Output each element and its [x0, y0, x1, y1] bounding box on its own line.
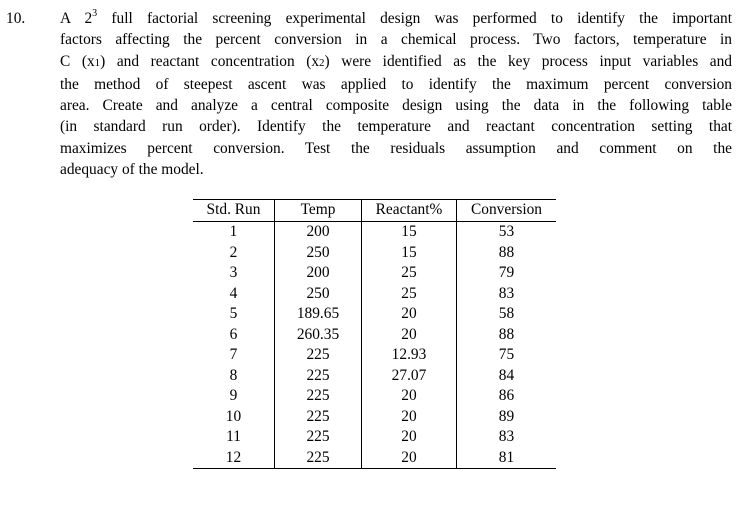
cell-temp: 189.65 [275, 304, 362, 325]
cell-reactant: 20 [362, 448, 457, 469]
table-row [193, 263, 556, 284]
table-row [193, 325, 556, 346]
cell-reactant: 12.93 [362, 345, 457, 366]
header-conversion: Conversion [457, 200, 557, 222]
problem-number: 10. [6, 10, 26, 27]
cell-std-run: 8 [193, 366, 275, 387]
table-row [193, 407, 556, 428]
problem-line-3: C (x1) and reactant concentration (x2) were identified as the key process input variables and [60, 52, 733, 70]
cell-std-run: 9 [193, 386, 275, 407]
problem-line-7: maximizes percent conversion. Test the residuals assumption and comment on the [60, 139, 732, 157]
cell-reactant: 15 [362, 222, 457, 243]
cell-conversion: 58 [498, 305, 515, 322]
cell-std-run: 4 [193, 284, 275, 305]
cell-reactant: 25 [362, 284, 457, 305]
cell-conversion: 83 [498, 428, 515, 445]
problem-line-4: the method of steepest ascent was applied to identify the maximum percent conversion [60, 75, 732, 93]
cell-reactant: 27.07 [362, 366, 457, 387]
table-row [193, 284, 556, 305]
cell-temp: 200 [275, 263, 362, 284]
cell-temp: 225 [275, 407, 362, 428]
cell-std-run: 6 [193, 325, 275, 346]
problem-line-6: (in standard run order). Identify the temperature and reactant concentration setting that [60, 118, 732, 136]
cell-std-run: 3 [193, 263, 275, 284]
cell-conversion: 86 [498, 387, 515, 404]
header-reactant: Reactant% [362, 200, 457, 222]
table-row [193, 304, 556, 325]
cell-temp: 250 [275, 243, 362, 264]
cell-conversion: 84 [498, 366, 515, 384]
ccd-data-table [193, 199, 556, 469]
problem-text [60, 8, 732, 180]
cell-std-run: 5 [193, 304, 275, 325]
cell-std-run: 10 [193, 407, 275, 428]
cell-conversion: 53 [498, 223, 515, 240]
table-row [193, 345, 556, 366]
problem-line-5: area. Create and analyze a central composite design using the data in the following table [60, 97, 732, 115]
cell-temp: 225 [275, 427, 362, 448]
problem-line-8: adequacy of the model. [60, 161, 204, 179]
cell-std-run: 7 [193, 345, 275, 366]
table-header-row [193, 200, 556, 222]
cell-conversion: 83 [498, 284, 515, 302]
header-std-run: Std. Run [193, 200, 275, 222]
cell-temp: 250 [275, 284, 362, 305]
cell-reactant: 15 [362, 243, 457, 264]
cell-temp: 225 [275, 345, 362, 366]
cell-reactant: 20 [362, 325, 457, 346]
table-row [193, 448, 556, 469]
problem-line-2: factors affecting the percent conversion in a chemical process. Two factors, temperature in [60, 31, 732, 49]
cell-conversion: 88 [498, 243, 515, 261]
cell-conversion: 89 [498, 407, 515, 425]
cell-conversion: 79 [498, 264, 515, 281]
cell-reactant: 20 [362, 304, 457, 325]
table-row [193, 366, 556, 387]
cell-std-run: 11 [193, 427, 275, 448]
cell-reactant: 25 [362, 263, 457, 284]
cell-conversion: 88 [498, 325, 515, 343]
cell-reactant: 20 [362, 407, 457, 428]
cell-reactant: 20 [362, 427, 457, 448]
cell-conversion: 81 [457, 448, 557, 469]
cell-std-run: 12 [193, 448, 275, 469]
table-row [193, 386, 556, 407]
cell-temp: 225 [275, 386, 362, 407]
problem-line-1: A $2^3$ full factorial screening experimental design was performed to identify the important [60, 7, 733, 27]
table-row [193, 222, 556, 243]
cell-temp: 260.35 [275, 325, 362, 346]
cell-temp: 225 [275, 448, 362, 469]
header-temp: Temp [275, 200, 362, 222]
cell-reactant: 20 [362, 386, 457, 407]
table-row [193, 427, 556, 448]
cell-temp: 200 [275, 222, 362, 243]
cell-std-run: 1 [193, 222, 275, 243]
cell-temp: 225 [275, 366, 362, 387]
table-row [193, 243, 556, 264]
cell-std-run: 2 [193, 243, 275, 264]
cell-conversion: 75 [498, 346, 515, 363]
